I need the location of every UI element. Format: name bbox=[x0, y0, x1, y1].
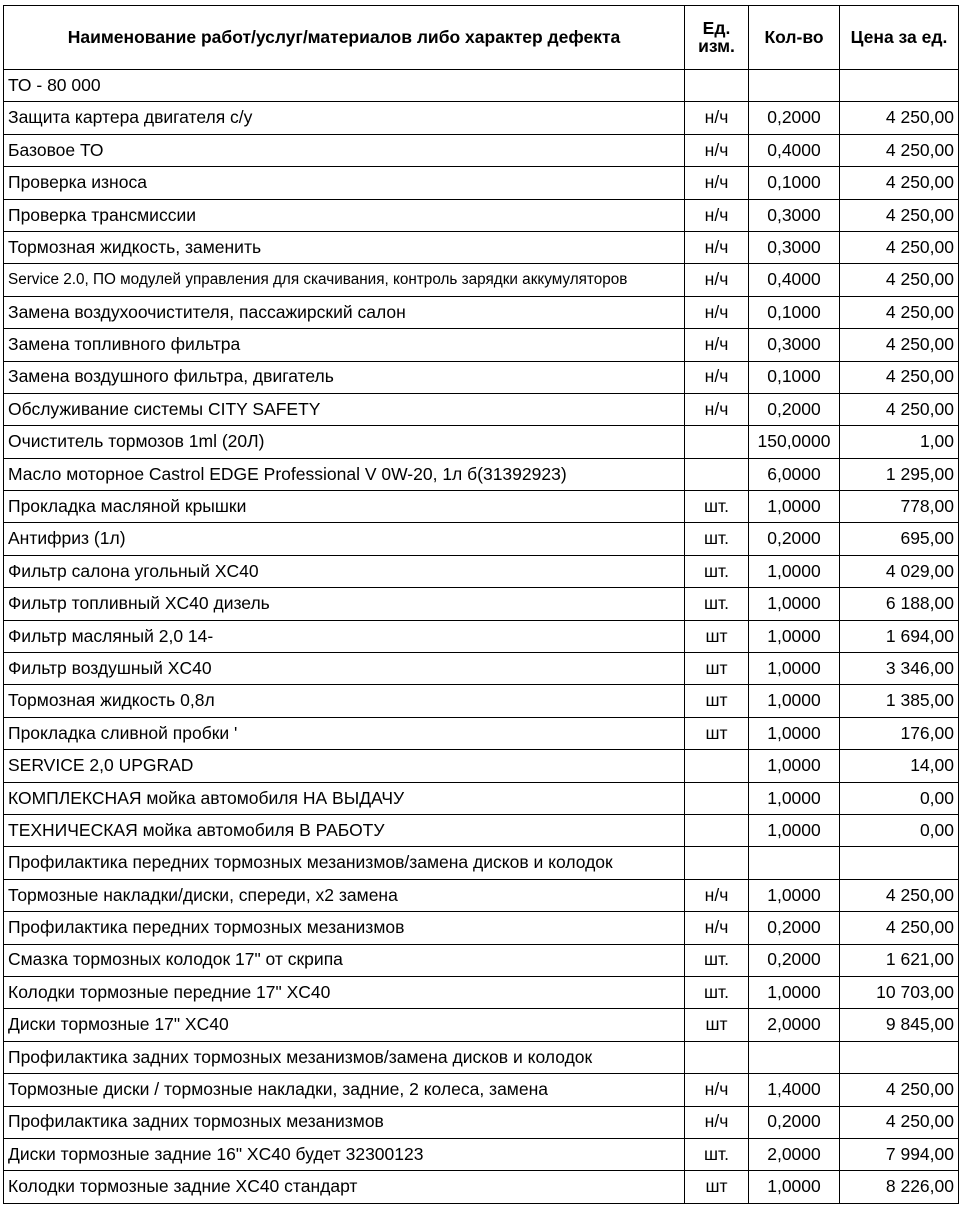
cell-name: Замена воздушного фильтра, двигатель bbox=[4, 361, 685, 393]
cell-price: 6 188,00 bbox=[840, 588, 959, 620]
cell-price bbox=[840, 70, 959, 102]
cell-unit: н/ч bbox=[685, 167, 749, 199]
cell-unit bbox=[685, 782, 749, 814]
cell-qty: 0,1000 bbox=[749, 361, 840, 393]
cell-name: Тормозная жидкость, заменить bbox=[4, 231, 685, 263]
cell-price: 1 694,00 bbox=[840, 620, 959, 652]
cell-price bbox=[840, 1041, 959, 1073]
cell-unit: н/ч bbox=[685, 879, 749, 911]
cell-price: 4 250,00 bbox=[840, 102, 959, 134]
cell-unit: шт bbox=[685, 685, 749, 717]
work-order-table bbox=[3, 5, 959, 1204]
cell-name: Диски тормозные задние 16" XC40 будет 32300123 bbox=[4, 1138, 685, 1170]
cell-qty: 0,3000 bbox=[749, 329, 840, 361]
cell-unit bbox=[685, 1041, 749, 1073]
cell-price: 4 029,00 bbox=[840, 555, 959, 587]
table-row bbox=[4, 1041, 959, 1073]
cell-price: 4 250,00 bbox=[840, 264, 959, 296]
cell-qty: 0,2000 bbox=[749, 1106, 840, 1138]
cell-name: Антифриз (1л) bbox=[4, 523, 685, 555]
cell-qty: 1,0000 bbox=[749, 1171, 840, 1203]
cell-unit bbox=[685, 426, 749, 458]
cell-name: Колодки тормозные передние 17" XC40 bbox=[4, 976, 685, 1008]
header-name: Наименование работ/услуг/материалов либо характер дефекта bbox=[4, 6, 685, 70]
cell-qty: 0,4000 bbox=[749, 134, 840, 166]
cell-qty: 0,3000 bbox=[749, 199, 840, 231]
cell-name: Колодки тормозные задние XC40 стандарт bbox=[4, 1171, 685, 1203]
cell-unit bbox=[685, 70, 749, 102]
cell-price: 1 385,00 bbox=[840, 685, 959, 717]
cell-price: 7 994,00 bbox=[840, 1138, 959, 1170]
cell-price: 4 250,00 bbox=[840, 1074, 959, 1106]
cell-unit bbox=[685, 750, 749, 782]
cell-name: Фильтр масляный 2,0 14- bbox=[4, 620, 685, 652]
cell-price: 4 250,00 bbox=[840, 879, 959, 911]
cell-unit: н/ч bbox=[685, 1074, 749, 1106]
header-qty: Кол-во bbox=[749, 6, 840, 70]
cell-price: 10 703,00 bbox=[840, 976, 959, 1008]
cell-unit: н/ч bbox=[685, 1106, 749, 1138]
cell-qty bbox=[749, 847, 840, 879]
cell-price: 4 250,00 bbox=[840, 296, 959, 328]
cell-unit: н/ч bbox=[685, 912, 749, 944]
table-row bbox=[4, 361, 959, 393]
cell-price: 176,00 bbox=[840, 717, 959, 749]
cell-name: КОМПЛЕКСНАЯ мойка автомобиля НА ВЫДАЧУ bbox=[4, 782, 685, 814]
cell-qty: 0,2000 bbox=[749, 912, 840, 944]
cell-price: 3 346,00 bbox=[840, 653, 959, 685]
cell-qty: 1,0000 bbox=[749, 879, 840, 911]
cell-unit: н/ч bbox=[685, 199, 749, 231]
cell-qty: 1,0000 bbox=[749, 814, 840, 846]
cell-unit: шт. bbox=[685, 976, 749, 1008]
table-row bbox=[4, 879, 959, 911]
cell-qty: 1,0000 bbox=[749, 588, 840, 620]
cell-unit bbox=[685, 847, 749, 879]
table-row bbox=[4, 134, 959, 166]
cell-price: 0,00 bbox=[840, 814, 959, 846]
cell-price: 4 250,00 bbox=[840, 167, 959, 199]
cell-qty: 0,3000 bbox=[749, 231, 840, 263]
cell-name: Фильтр воздушный XC40 bbox=[4, 653, 685, 685]
cell-unit: н/ч bbox=[685, 329, 749, 361]
cell-name: Тормозная жидкость 0,8л bbox=[4, 685, 685, 717]
cell-name: Прокладка масляной крышки bbox=[4, 491, 685, 523]
table-row bbox=[4, 588, 959, 620]
cell-qty: 1,0000 bbox=[749, 491, 840, 523]
cell-name: Базовое ТО bbox=[4, 134, 685, 166]
cell-name: Фильтр топливный XC40 дизель bbox=[4, 588, 685, 620]
cell-price: 8 226,00 bbox=[840, 1171, 959, 1203]
cell-price: 4 250,00 bbox=[840, 1106, 959, 1138]
cell-unit: н/ч bbox=[685, 361, 749, 393]
cell-price: 4 250,00 bbox=[840, 231, 959, 263]
cell-qty: 0,2000 bbox=[749, 944, 840, 976]
cell-price: 778,00 bbox=[840, 491, 959, 523]
cell-name: ТЕХНИЧЕСКАЯ мойка автомобиля В РАБОТУ bbox=[4, 814, 685, 846]
cell-qty: 0,1000 bbox=[749, 167, 840, 199]
table-row bbox=[4, 231, 959, 263]
cell-name: SERVICE 2,0 UPGRAD bbox=[4, 750, 685, 782]
table-row bbox=[4, 426, 959, 458]
table-row bbox=[4, 782, 959, 814]
cell-name: Прокладка сливной пробки ' bbox=[4, 717, 685, 749]
cell-price: 4 250,00 bbox=[840, 361, 959, 393]
cell-unit: шт bbox=[685, 653, 749, 685]
cell-name: Очиститель тормозов 1ml (20Л) bbox=[4, 426, 685, 458]
cell-qty bbox=[749, 1041, 840, 1073]
cell-unit bbox=[685, 814, 749, 846]
cell-name: Фильтр салона угольный XC40 bbox=[4, 555, 685, 587]
cell-unit: н/ч bbox=[685, 102, 749, 134]
table-row bbox=[4, 976, 959, 1008]
table-row bbox=[4, 491, 959, 523]
table-row bbox=[4, 685, 959, 717]
cell-qty: 0,2000 bbox=[749, 102, 840, 134]
cell-qty: 1,0000 bbox=[749, 750, 840, 782]
cell-unit: шт. bbox=[685, 523, 749, 555]
table-row bbox=[4, 393, 959, 425]
table-row bbox=[4, 912, 959, 944]
cell-qty: 0,2000 bbox=[749, 523, 840, 555]
table-row bbox=[4, 458, 959, 490]
cell-qty: 1,0000 bbox=[749, 685, 840, 717]
header-price: Цена за ед. bbox=[840, 6, 959, 70]
cell-price: 1,00 bbox=[840, 426, 959, 458]
cell-unit: н/ч bbox=[685, 393, 749, 425]
table-row bbox=[4, 1138, 959, 1170]
table-row bbox=[4, 620, 959, 652]
cell-name: Обслуживание системы CITY SAFETY bbox=[4, 393, 685, 425]
cell-qty: 150,0000 bbox=[749, 426, 840, 458]
header-row bbox=[4, 6, 959, 70]
cell-unit: шт bbox=[685, 717, 749, 749]
cell-unit: шт bbox=[685, 1171, 749, 1203]
table-row bbox=[4, 717, 959, 749]
cell-qty: 0,1000 bbox=[749, 296, 840, 328]
table-row bbox=[4, 555, 959, 587]
cell-name: Проверка износа bbox=[4, 167, 685, 199]
table-row bbox=[4, 1106, 959, 1138]
cell-unit: шт. bbox=[685, 1138, 749, 1170]
cell-unit: н/ч bbox=[685, 231, 749, 263]
cell-name: Замена воздухоочистителя, пассажирский салон bbox=[4, 296, 685, 328]
cell-unit: шт. bbox=[685, 491, 749, 523]
cell-qty: 0,4000 bbox=[749, 264, 840, 296]
cell-qty: 1,0000 bbox=[749, 653, 840, 685]
table-row bbox=[4, 1009, 959, 1041]
cell-name: Профилактика передних тормозных мезанизмов bbox=[4, 912, 685, 944]
cell-qty: 1,0000 bbox=[749, 976, 840, 1008]
cell-qty: 1,0000 bbox=[749, 620, 840, 652]
cell-price: 695,00 bbox=[840, 523, 959, 555]
cell-unit: шт bbox=[685, 620, 749, 652]
cell-name: Профилактика задних тормозных мезанизмов bbox=[4, 1106, 685, 1138]
table-row bbox=[4, 264, 959, 296]
cell-name: Проверка трансмиссии bbox=[4, 199, 685, 231]
table-row bbox=[4, 847, 959, 879]
table-row bbox=[4, 329, 959, 361]
table-row bbox=[4, 523, 959, 555]
table-row bbox=[4, 296, 959, 328]
cell-qty: 1,0000 bbox=[749, 717, 840, 749]
cell-price: 4 250,00 bbox=[840, 912, 959, 944]
cell-unit bbox=[685, 458, 749, 490]
cell-name: ТО - 80 000 bbox=[4, 70, 685, 102]
table-row bbox=[4, 653, 959, 685]
cell-qty: 6,0000 bbox=[749, 458, 840, 490]
cell-qty: 2,0000 bbox=[749, 1009, 840, 1041]
cell-qty: 0,2000 bbox=[749, 393, 840, 425]
cell-name: Замена топливного фильтра bbox=[4, 329, 685, 361]
cell-price: 4 250,00 bbox=[840, 134, 959, 166]
header-unit: Ед. изм. bbox=[685, 6, 749, 70]
table-row bbox=[4, 1171, 959, 1203]
cell-qty: 1,0000 bbox=[749, 782, 840, 814]
cell-price: 0,00 bbox=[840, 782, 959, 814]
cell-name: Смазка тормозных колодок 17" от скрипа bbox=[4, 944, 685, 976]
cell-name: Профилактика задних тормозных мезанизмов/замена дисков и колодок bbox=[4, 1041, 685, 1073]
table-row bbox=[4, 70, 959, 102]
cell-unit: шт. bbox=[685, 944, 749, 976]
cell-price bbox=[840, 847, 959, 879]
cell-price: 4 250,00 bbox=[840, 329, 959, 361]
cell-unit: н/ч bbox=[685, 264, 749, 296]
cell-name: Тормозные диски / тормозные накладки, задние, 2 колеса, замена bbox=[4, 1074, 685, 1106]
cell-price: 14,00 bbox=[840, 750, 959, 782]
cell-price: 4 250,00 bbox=[840, 393, 959, 425]
cell-qty: 1,0000 bbox=[749, 555, 840, 587]
cell-price: 1 621,00 bbox=[840, 944, 959, 976]
cell-qty: 2,0000 bbox=[749, 1138, 840, 1170]
cell-name: Защита картера двигателя с/у bbox=[4, 102, 685, 134]
cell-name: Service 2.0, ПО модулей управления для скачивания, контроль зарядки аккумуляторов bbox=[4, 264, 685, 296]
table-row bbox=[4, 102, 959, 134]
table-row bbox=[4, 814, 959, 846]
cell-unit: н/ч bbox=[685, 134, 749, 166]
table-row bbox=[4, 750, 959, 782]
table-row bbox=[4, 199, 959, 231]
cell-price: 4 250,00 bbox=[840, 199, 959, 231]
cell-name: Профилактика передних тормозных мезанизмов/замена дисков и колодок bbox=[4, 847, 685, 879]
table-row bbox=[4, 167, 959, 199]
table-row bbox=[4, 944, 959, 976]
cell-name: Тормозные накладки/диски, спереди, x2 замена bbox=[4, 879, 685, 911]
cell-name: Диски тормозные 17" XC40 bbox=[4, 1009, 685, 1041]
table-row bbox=[4, 1074, 959, 1106]
cell-unit: шт bbox=[685, 1009, 749, 1041]
cell-qty bbox=[749, 70, 840, 102]
cell-name: Масло моторное Castrol EDGE Professional V 0W-20, 1л б(31392923) bbox=[4, 458, 685, 490]
cell-price: 1 295,00 bbox=[840, 458, 959, 490]
cell-unit: н/ч bbox=[685, 296, 749, 328]
cell-unit: шт. bbox=[685, 555, 749, 587]
cell-price: 9 845,00 bbox=[840, 1009, 959, 1041]
cell-qty: 1,4000 bbox=[749, 1074, 840, 1106]
cell-unit: шт. bbox=[685, 588, 749, 620]
